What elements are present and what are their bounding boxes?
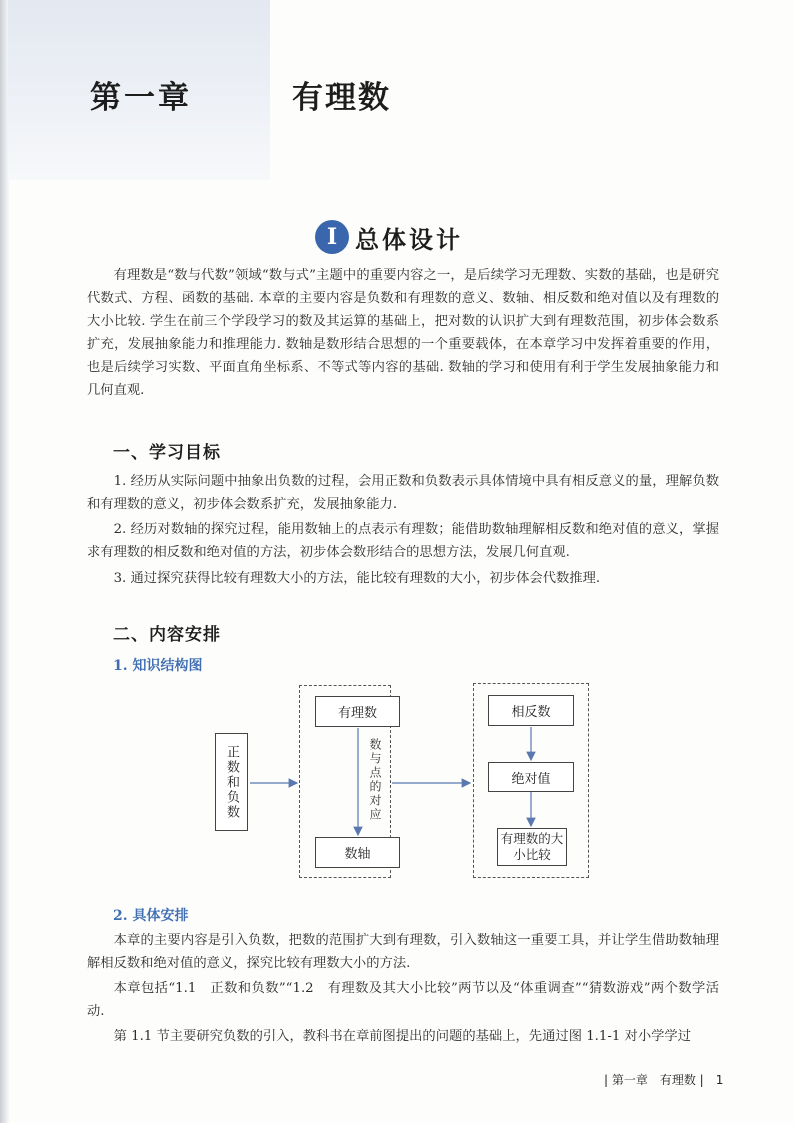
goal-item-1: 1. 经历从实际问题中抽象出负数的过程，会用正数和负数表示具体情境中具有相反意义的量，理解负数和有理数的意义，初步体会数系扩充，发展抽象能力. [87,474,719,512]
knowledge-structure-diagram [205,680,605,880]
box-rational: 有理数 [315,696,400,727]
section-number-badge: I [315,220,349,254]
section-heading [315,219,463,255]
goals-heading: 一、学习目标 [113,443,221,463]
goal-item-2: 2. 经历对数轴的探究过程，能用数轴上的点表示有理数；能借助数轴理解相反数和绝对值的意义，掌握求有理数的相反数和绝对值的方法，初步体会数形结合的思想方法，发展几何直观. [87,522,719,560]
arrangement-paragraph-3: 第 1.1 节主要研究负数的引入，教科书在章前图提出的问题的基础上，先通过图 1.1-1 对小学学过 [113,1029,692,1044]
chapter-number: 第一章 [90,80,192,116]
section-title: 总体设计 [355,225,463,254]
page-footer: | 第一章 有理数 | 1 [604,1073,724,1087]
box-compare-rationals: 有理数的大小比较 [497,828,567,866]
box-number-axis: 数轴 [315,837,400,868]
box-opposite-number: 相反数 [488,695,574,726]
box-absolute-value: 绝对值 [488,762,574,792]
box-positive-negative: 正数和负数 [215,733,248,831]
intro-paragraph: 有理数是“数与代数”领域“数与式”主题中的重要内容之一，是后续学习无理数、实数的基础，也是研究代数式、方程、函数的基础. 本章的主要内容是负数和有理数的意义、数轴、相反数和绝对值以及有理数的大小比较. 学生在前三个学段学习的数及其运算的基础上，把对数的认识扩大到有理数范围，初步体会数系扩充，发展抽象能力和推理能力. 数轴是数形结合思想的一个重要载体，在本章学习中发挥着重要的作用，也是后续学习实数、平面直角坐标系、不等式等内容的基础. 数轴的学习和使用有利于学生发展抽象能力和几何直观. [87,268,719,398]
arrangement-paragraph-2: 本章包括“1.1 正数和负数”“1.2 有理数及其大小比较”两节以及“体重调查”“猜数游戏”两个数学活动. [87,981,719,1019]
structure-subheading: 1. 知识结构图 [113,658,203,674]
arrangement-paragraph-1: 本章的主要内容是引入负数，把数的范围扩大到有理数，引入数轴这一重要工具，并让学生借助数轴理解相反数和绝对值的意义，探究比较有理数大小的方法. [87,933,719,971]
arrangement-subheading: 2. 具体安排 [113,908,189,924]
chapter-title: 有理数 [292,80,391,116]
goal-item-3: 3. 通过探究获得比较有理数大小的方法，能比较有理数的大小，初步体会代数推理. [113,571,601,586]
content-heading: 二、内容安排 [113,625,221,645]
correspondence-label: 数与点的对应 [368,738,382,822]
